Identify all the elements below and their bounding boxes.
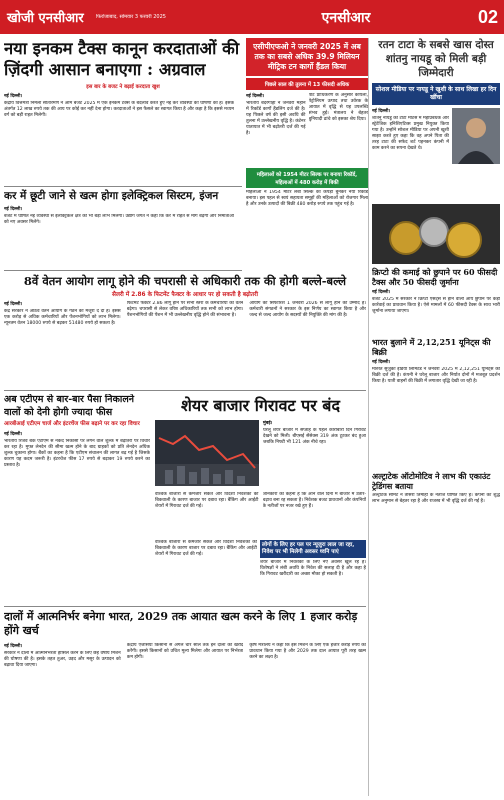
story-atm-subhead: आरबीआई एटीएम चार्ज और इंटरचेंज फीस बढ़ाने पर कर रहा विचार bbox=[4, 421, 140, 427]
story-cargo-col1: भारतीय बंदरगाहों ने जनवरी महीने में रिकॉर्ड कार्गो हैंडलिंग दर्ज की है। यह पिछले वर्ष की इसी अवधि की तुलना में उल्लेखनीय वृद्धि है। कंटेनर यातायात में भी बढ़ोतरी दर्ज की गई है। bbox=[246, 101, 306, 136]
coins-illustration bbox=[372, 204, 500, 264]
person-photo bbox=[452, 108, 500, 164]
story-cargo-byline: नई दिल्ली। bbox=[246, 94, 265, 99]
story-pay-commission bbox=[4, 274, 366, 388]
story-electrical-col1: बजट में घोषित नई व्यवस्था से इलेक्ट्रिकल क्षेत्र को भी बड़ा लाभ मिलेगा। उद्योग जगत ने कहा कि कर में राहत से मांग बढ़ेगी और निर्माताओं को नए अवसर मिलेंगे। bbox=[4, 214, 234, 225]
story-electrical-headline: कर में छूटी जाने से खत्म होगा इलेक्ट्रिकल सिस्टम, इंजन bbox=[4, 190, 219, 202]
story-atm-headline: अब एटीएम से बार-बार पैसा निकालने वालों को देनी होगी ज्यादा फीस bbox=[4, 394, 135, 418]
tata-subbar: सोशल मीडिया पर नायडू ने खुशी के साथ लिखा हर दिन खींचा bbox=[372, 83, 500, 105]
story-pay-commission-subhead: सैलरी में 2.86 के फिटमेंट फैक्टर के आधार पर हो सकती है बढ़ोतरी bbox=[112, 292, 258, 298]
lead-byline: नई दिल्ली। bbox=[4, 94, 23, 99]
story-pulses-col3: कृषि मंत्रालय ने कहा कि इस मिशन के लिए एक हजार करोड़ रुपये का प्रावधान किया गया है और 2029 तक दाल आयात पूरी तरह खत्म करने का लक्ष्य है। bbox=[249, 643, 366, 660]
market-header bbox=[155, 394, 366, 418]
story-pay-commission-col2: फिटमेंट फैक्टर 2.86 लागू होने पर सभी स्तरों के कर्मचारियों का वेतन बढ़ेगा। चपरासी से लेकर वरिष्ठ अधिकारियों तक सभी को लाभ होगा। पेंशनभोगियों की पेंशन में भी उल्लेखनीय वृद्धि होने की संभावना है। bbox=[126, 301, 244, 318]
masthead bbox=[0, 0, 504, 34]
crypto-headline: क्रिप्टो की कमाई को छुपाने पर 60 फीसदी टैक्स और 50 फीसदी जुर्माना bbox=[372, 267, 498, 287]
story-atm bbox=[4, 394, 150, 604]
divider bbox=[4, 270, 242, 271]
story-electrical-byline: नई दिल्ली। bbox=[4, 207, 23, 212]
market-side-headline: लोगों के लिए हर पल पर न्यूजुरा लाल जा रहा, निवेश पर भी मिलेगी अवसर ध्वनि पाएं bbox=[260, 540, 366, 558]
crypto-photo bbox=[372, 204, 500, 264]
market-byline: मुंबई। bbox=[263, 421, 273, 426]
crypto-byline: नई दिल्ली। bbox=[372, 290, 391, 295]
story-electrical bbox=[4, 189, 242, 269]
lead-subhead: इस बार के बजट ने बढ़ाईं करदाता खुश bbox=[86, 84, 160, 90]
page-number: 02 bbox=[477, 6, 498, 27]
ultratech-headline: अल्ट्राटेक ऑटोमोटिव ने लाभ की एकाउंट ट्रेडिंगस बताया bbox=[372, 471, 491, 491]
tata-body: शांतनु नायडू को टाटा मोटर्स में महाप्रबंधक और स्ट्रेटेजिक इनिशिएटिव्स प्रमुख नियुक्त किया गया है। उन्होंने सोशल मीडिया पर अपनी खुशी साझा करते हुए कहा कि वह अपने पिता की तरह टाटा की सफेद शर्ट पहनकर कंपनी में काम करने का सपना देखते थे। bbox=[372, 116, 449, 151]
lead-col1: केंद्रीय वित्तमंत्री निर्मला सीतारमण ने आम बजट 2025 में एक इनकम टैक्स के बदलाव करते हुए नई कर व्यवस्था की घोषणा की है। इसके अंतर्गत 12 लाख रुपये तक की आय पर कोई कर नहीं देना होगा। करदाताओं ने इस फैसले का स्वागत किया है और कहा है कि इससे मध्यम वर्ग को बड़ी राहत मिलेगी। bbox=[4, 101, 234, 118]
story-pay-commission-headline: 8वें वेतन आयोग लागू होने की चपरासी से अधिकारी तक की होगी बल्ले-बल्ले bbox=[23, 274, 347, 288]
market-extra-body: वैश्विक बाजारों से कमजोर संकेत और विदेशी निवेशकों की बिकवाली के कारण बाजार पर दबाव रहा। बैंकिंग और आईटी शेयरों में गिरावट दर्ज की गई। bbox=[155, 540, 257, 557]
market-body bbox=[155, 420, 366, 540]
story-pay-commission-byline: नई दिल्ली। bbox=[4, 302, 23, 307]
newspaper-brand: खोजी एनसीआर bbox=[7, 11, 84, 26]
story-pulses-col2: केंद्रीय एजेंसियां किसानों से अगले चार साल तक इन दालों की खरीद करेंगी। इससे किसानों को उचित मूल्य मिलेगा और आयात पर निर्भरता कम होगी। bbox=[126, 643, 244, 660]
story-pay-commission-col1: केंद्र सरकार ने आठवें वेतन आयोग के गठन को मंजूरी दे दी है। इससे एक करोड़ से अधिक कर्मचारियों और पेंशनभोगियों को लाभ मिलेगा। न्यूनतम वेतन 18000 रुपये से बढ़कर 51480 रुपये हो सकता है। bbox=[4, 309, 121, 326]
person-portrait-icon bbox=[452, 108, 500, 164]
issue-date: फिरोजाबाद, सोमवार 3 फरवरी 2025 bbox=[96, 13, 166, 20]
story-atm-body: भारतीय रिजर्व बैंक एटीएम से नकद निकासी पर लगने वाले शुल्क में बढ़ोतरी पर विचार कर रहा है। मुफ्त लेनदेन की सीमा खत्म होने के बाद ग्राहकों को प्रति लेनदेन अधिक शुल्क चुकाना होगा। बैंकों का कहना है कि एटीएम संचालन की लागत बढ़ गई है जिसके कारण यह कदम जरूरी है। इंटरचेंज फीस 17 रुपये से बढ़ाकर 19 रुपये करने का प्रस्ताव है। bbox=[4, 439, 150, 468]
story-cargo-col2: पोर्ट प्राधिकरण के अनुसार कोयला, पेट्रोलियम उत्पाद तथा उर्वरक के आयात में वृद्धि से यह उपलब्धि संभव हुई। मंत्रालय ने बेहतर बुनियादी ढांचे को इसका श्रेय दिया। bbox=[308, 93, 368, 122]
divider bbox=[4, 606, 366, 607]
story-atm-byline: नई दिल्ली। bbox=[4, 432, 23, 437]
story-cargo-redbox bbox=[246, 38, 368, 76]
market-extra bbox=[155, 540, 257, 604]
section-title: एनसीआर bbox=[321, 9, 371, 26]
column-divider bbox=[368, 38, 369, 796]
crypto-body: बजट 2025 में सरकार ने क्रिप्टो एसेट्स से होने वाली आय छुपाने पर कड़ी कार्रवाई का प्रावधान किया है। ऐसे मामलों में 60 फीसदी टैक्स के साथ भारी जुर्माना लगाया जाएगा। bbox=[372, 297, 500, 314]
market-col3: जानकारों का कहना है कि आने वाले दिनों में बाजार में उतार-चढ़ाव बना रह सकता है। निवेशक बजट प्रावधानों और कंपनियों के नतीजों पर नजर रखे हुए हैं। bbox=[262, 492, 366, 509]
divider bbox=[4, 390, 366, 391]
divider bbox=[4, 186, 242, 187]
story-cargo-subbar: पिछले साल की तुलना में 13 फीसदी अधिक bbox=[246, 78, 368, 90]
story-silk-headline: महिलाओं को 1954 मीटर सिल्क पर बनाया रिकॉर्ड, महिलाओं में 480 करोड़ में बिकी bbox=[246, 168, 368, 188]
story-pulses-headline: दालों में आत्मनिर्भर बनेगा भारत, 2029 तक आयात खत्म करने के लिए 1 हजार करोड़ होंगे खर्च bbox=[4, 610, 358, 637]
market-side-body: शेयर बाजार में निवेशकों के लिए नए अवसर खुल रहे हैं। विशेषज्ञों ने लंबी अवधि के निवेश की सलाह दी है और कहा है कि गिरावट खरीदारी का अच्छा मौका हो सकती है। bbox=[260, 560, 366, 577]
maruti-byline: नई दिल्ली। bbox=[372, 360, 391, 365]
story-pulses-col1: सरकार ने दालों में आत्मनिर्भरता हासिल करने के लिए छह वर्षीय मिशन की घोषणा की है। इसके तहत तुअर, उड़द और मसूर के उत्पादन को बढ़ावा दिया जाएगा। bbox=[4, 651, 121, 668]
story-pay-commission-col3: आयोग की सिफारिशें 1 जनवरी 2026 से लागू होने की उम्मीद है। कर्मचारी संगठनों ने सरकार के इस निर्णय का स्वागत किया है और जल्द से जल्द आयोग के सदस्यों की नियुक्ति की मांग की है। bbox=[249, 301, 366, 318]
market-col2: वैश्विक बाजारों से कमजोर संकेत और विदेशी निवेशकों की बिकवाली के कारण बाजार पर दबाव रहा। बैंकिंग और आईटी शेयरों में गिरावट दर्ज की गई। bbox=[155, 492, 259, 509]
maruti-body: मारुति सुजुकी इंडिया लिमिटेड ने जनवरी 2025 में 2,12,251 यूनिट्स की बिक्री दर्ज की है। कंपनी ने घरेलू बाजार और निर्यात दोनों में मजबूत प्रदर्शन किया है। यात्री वाहनों की बिक्री में लगातार वृद्धि देखी जा रही है। bbox=[372, 367, 500, 384]
ultratech-body: अल्ट्राटेक सीमेंट ने तीसरी तिमाही के नतीजे घोषित किए हैं। कंपनी का शुद्ध लाभ अनुमान से बेहतर रहा है और राजस्व में भी वृद्धि दर्ज की गई है। bbox=[372, 493, 500, 504]
lead-story bbox=[4, 38, 242, 186]
market-headline: शेयर बाजार गिरावट पर बंद bbox=[181, 396, 340, 415]
tata-headline: रतन टाटा के सबसे खास दोस्त शांतनु नायडू को मिली बड़ी जिम्मेदारी bbox=[378, 39, 494, 79]
lead-headline: नया इनकम टैक्स कानून करदाताओं की ज़िंदगी आसान बनाएगा : अग्रवाल bbox=[4, 39, 240, 79]
story-silk-body: महिलाओं ने 1954 मीटर लंबा सिल्क का कपड़ा बुनकर नया रिकॉर्ड बनाया। इस पहल से स्वयं सहायता समूहों की महिलाओं को रोजगार मिला है और उनके उत्पादों की बिक्री 480 करोड़ रुपये तक पहुंच गई है। bbox=[246, 190, 368, 207]
maruti-headline: भारत बुलाने में 2,12,251 यूनिट्स की बिक्री bbox=[372, 337, 491, 357]
market-col1: घरेलू शेयर बाजार में सप्ताह के पहले कारोबारी दिन गिरावट देखने को मिली। बीएसई सेंसेक्स 319 अंक टूटकर बंद हुआ जबकि निफ्टी भी 121 अंक नीचे रहा। bbox=[263, 428, 366, 445]
story-cargo bbox=[246, 38, 368, 270]
market-side-story bbox=[260, 540, 366, 604]
tata-byline: नई दिल्ली। bbox=[372, 109, 391, 114]
story-pulses-byline: नई दिल्ली। bbox=[4, 644, 23, 649]
right-column bbox=[372, 38, 500, 796]
story-cargo-headline: एसीपीएफओ ने जनवरी 2025 में अब तक का सबसे अधिक 39.9 मिलियन मीट्रिक टन कार्गो हैंडल किया bbox=[253, 42, 361, 71]
story-pulses bbox=[4, 610, 366, 796]
